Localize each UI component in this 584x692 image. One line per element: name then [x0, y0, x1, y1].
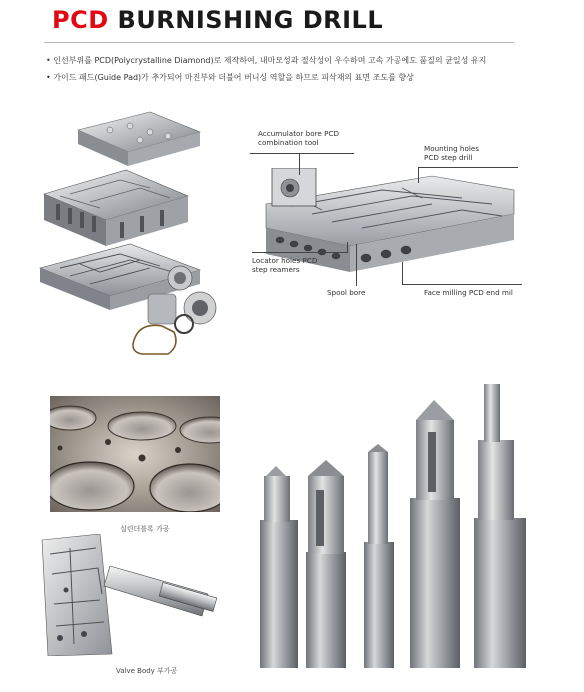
title-accent-word: PCD — [52, 6, 109, 34]
drill-4 — [410, 400, 460, 668]
pcd-drill-lineup-image — [252, 380, 532, 672]
valve-body-tool-image — [40, 534, 230, 656]
spool-label — [327, 288, 365, 297]
exploded-valve-body-image — [30, 108, 240, 358]
valve-caption: Valve Body 부가공 — [116, 667, 178, 675]
locator-label — [252, 256, 317, 274]
mounting-label-text: Mounting holes PCD step drill — [424, 144, 480, 162]
drill-5 — [474, 384, 526, 668]
cylinder-block-photo — [50, 396, 220, 512]
face-label-text: Face milling PCD end mil — [424, 288, 513, 297]
accumulator-label — [258, 129, 339, 147]
face-leader-up — [402, 262, 403, 284]
drill-1 — [260, 466, 298, 668]
bullet-item: • 가이드 패드(Guide Pad)가 추가되어 마진부와 더불어 버니싱 역할을 하므로 피삭재의 표면 조도를 향상 — [46, 73, 414, 82]
face-label — [424, 288, 513, 297]
locator-leader — [252, 252, 348, 253]
accumulator-leader-drop — [299, 153, 300, 175]
bullet-item: • 인선부위를 PCD(Polycrystalline Diamond)로 제작하여, 내마모성과 절삭성이 우수하며 고속 가공에도 품질의 균일성 유지 — [46, 56, 487, 65]
locator-leader-up — [347, 242, 348, 253]
mounting-leader-drop — [418, 167, 419, 183]
mounting-label — [424, 144, 479, 162]
spool-leader — [356, 244, 357, 286]
accumulator-label-text: Accumulator bore PCD combination tool — [258, 129, 340, 147]
drill-2 — [306, 460, 346, 668]
drill-3 — [364, 444, 394, 668]
locator-label-text: Locator holes PCD step reamers — [252, 256, 318, 274]
spool-label-text: Spool bore — [327, 288, 366, 297]
face-leader — [402, 284, 522, 285]
bullet-list — [46, 52, 486, 86]
title-text — [52, 6, 383, 34]
accumulator-leader — [250, 153, 354, 154]
cylinder-caption: 실린더블록 가공 — [120, 525, 170, 533]
page-title — [52, 6, 383, 34]
title-divider — [44, 42, 514, 43]
mounting-leader — [418, 167, 518, 168]
title-rest: BURNISHING DRILL — [108, 6, 384, 34]
